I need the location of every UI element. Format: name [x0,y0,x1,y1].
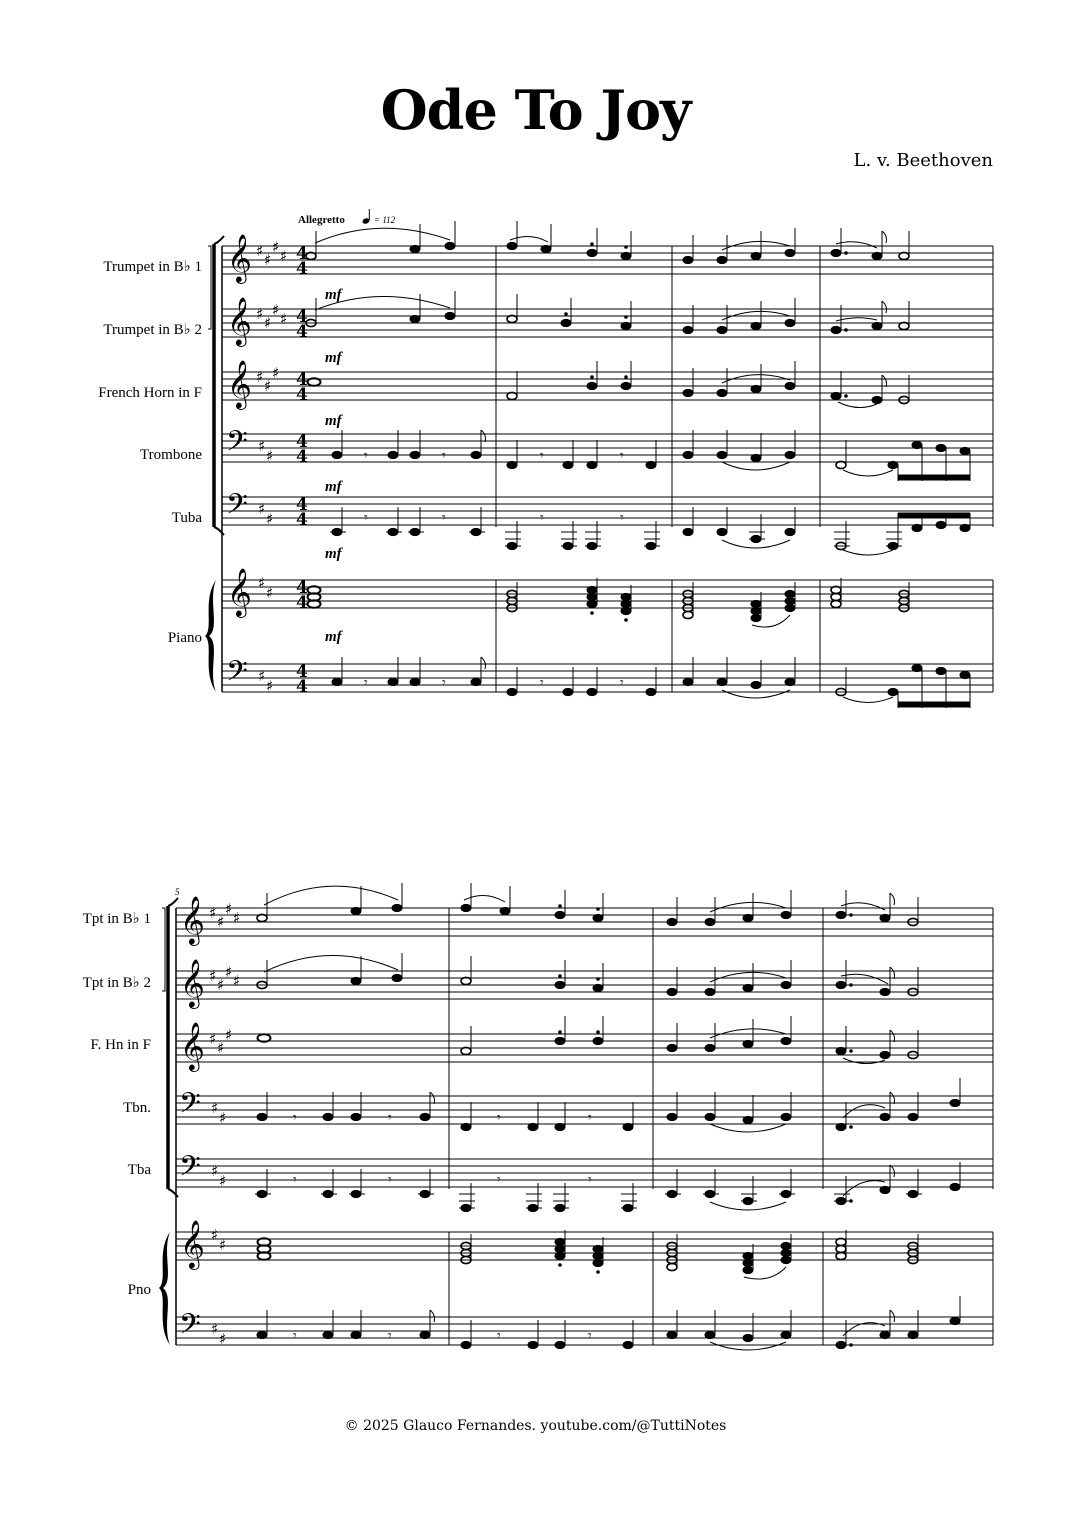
svg-text:♯: ♯ [256,368,264,386]
svg-text:𝄾: 𝄾 [442,675,446,691]
system-1 [98,209,993,708]
svg-text:𝄾: 𝄾 [588,1110,592,1126]
french-horn-notes-system-2 [258,1016,919,1064]
svg-text:𝄾: 𝄾 [293,1110,297,1126]
bass-clef-icon: 𝄢 [226,425,248,465]
bass-clef-icon: 𝄢 [179,1150,201,1190]
french-horn-notes-system-1 [308,361,910,408]
svg-text:4: 4 [296,447,308,467]
svg-text:𝄾: 𝄾 [388,1172,392,1188]
svg-text:𝄾: 𝄾 [540,510,544,526]
label-trombone-short: Tbn. [123,1100,151,1116]
svg-text:𝄾: 𝄾 [364,510,368,526]
svg-text:♯: ♯ [211,1226,219,1244]
svg-text:♯: ♯ [225,963,233,981]
svg-text:𝄾: 𝄾 [497,1110,501,1126]
svg-text:𝄾: 𝄾 [497,1328,501,1344]
key-signature-4-sharps [256,238,287,269]
label-french-horn: French Horn in F [98,385,202,401]
key-signature-2-sharps [258,574,273,602]
tempo-text: Allegretto [298,214,345,226]
label-french-horn-short: F. Hn in F [90,1037,151,1053]
svg-text:4: 4 [296,244,308,264]
label-trombone: Trombone [140,447,202,463]
svg-text:𝄾: 𝄾 [588,1328,592,1344]
dynamics-system-1 [325,287,344,645]
piano-lh-notes-system-2 [257,1296,960,1350]
copyright-footer: © 2025 Glauco Fernandes. youtube.com/@TuttiNotes [344,1418,727,1434]
trumpet-2-notes-system-2 [257,953,918,996]
key-signature-3-sharps [256,364,279,395]
svg-text:𝄾: 𝄾 [442,448,446,464]
label-tuba-short: Tba [127,1162,151,1178]
bass-clef-icon: 𝄢 [226,655,248,695]
svg-text:4: 4 [296,259,308,279]
svg-text:♯: ♯ [209,967,217,985]
piano-rh-notes-system-2 [258,1230,919,1279]
svg-text:♯: ♯ [264,314,272,332]
label-trumpet-2: Trumpet in B♭ 2 [103,322,202,338]
treble-clef-icon: 𝄞 [180,958,205,1007]
piano-brace [159,1232,170,1345]
system-2 [83,883,993,1350]
svg-text:mf: mf [325,287,342,303]
svg-text:4: 4 [296,495,308,515]
svg-text:♯: ♯ [233,909,241,927]
svg-text:♯: ♯ [219,1330,227,1348]
key-signature-4-sharps [209,963,240,994]
svg-text:𝄾: 𝄾 [442,510,446,526]
quarter-note-icon [362,209,371,225]
svg-text:♯: ♯ [264,377,272,395]
key-signature-4-sharps [209,900,240,931]
svg-text:4: 4 [296,662,308,682]
piano-brace [205,580,216,692]
label-piano: Piano [167,630,202,646]
treble-clef-icon: 𝄞 [227,233,252,282]
svg-text:♯: ♯ [217,1039,225,1057]
svg-text:4: 4 [296,307,308,327]
svg-text:♯: ♯ [217,976,225,994]
svg-text:♯: ♯ [211,1099,219,1117]
score-title: Ode To Joy [380,78,691,142]
trumpet-subbracket [208,246,211,329]
svg-text:♯: ♯ [264,251,272,269]
time-signatures [296,244,308,697]
trumpet-1-notes-system-2 [257,883,918,926]
svg-text:♯: ♯ [272,364,280,382]
staff-lines-system-2 [176,908,993,1345]
svg-text:♯: ♯ [266,510,274,528]
treble-clef-icon: 𝄞 [227,567,252,616]
treble-clef-icon: 𝄞 [180,1021,205,1070]
svg-text:𝄾: 𝄾 [293,1328,297,1344]
svg-text:𝄾: 𝄾 [364,675,368,691]
label-trumpet-2-short: Tpt in B♭ 2 [82,975,151,991]
svg-text:♯: ♯ [266,677,274,695]
svg-text:♯: ♯ [280,310,288,328]
bass-clef-icon: 𝄢 [226,488,248,528]
key-signature-3-sharps [209,1026,232,1057]
label-trumpet-1: Trumpet in B♭ 1 [103,259,202,275]
svg-text:♯: ♯ [266,584,274,602]
svg-text:♯: ♯ [209,904,217,922]
svg-text:♯: ♯ [225,900,233,918]
svg-text:4: 4 [296,578,308,598]
trumpet-2-notes-system-1 [306,291,909,334]
tempo-bpm: = 112 [374,215,396,225]
svg-text:𝄾: 𝄾 [364,448,368,464]
label-piano-short: Pno [127,1282,151,1298]
svg-text:𝄾: 𝄾 [620,510,624,526]
svg-text:𝄾: 𝄾 [588,1172,592,1188]
measure-number: 5 [175,887,180,897]
svg-text:𝄾: 𝄾 [620,448,624,464]
svg-text:4: 4 [296,370,308,390]
svg-text:♯: ♯ [258,574,266,592]
bass-clef-icon: 𝄢 [179,1087,201,1127]
trumpet-1-notes-system-1 [306,221,909,264]
svg-text:♯: ♯ [219,1236,227,1254]
treble-clef-icon: 𝄞 [180,1219,205,1268]
svg-text:♯: ♯ [217,913,225,931]
svg-text:𝄾: 𝄾 [293,1172,297,1188]
treble-clef-icon: 𝄞 [227,296,252,345]
label-trumpet-1-short: Tpt in B♭ 1 [82,911,151,927]
svg-text:♯: ♯ [266,447,274,465]
svg-text:mf: mf [325,413,342,429]
key-signature-2-sharps [211,1226,226,1254]
treble-clef-icon: 𝄞 [227,359,252,408]
svg-text:mf: mf [325,546,342,562]
svg-text:♯: ♯ [211,1320,219,1338]
svg-text:♯: ♯ [280,247,288,265]
svg-text:♯: ♯ [256,242,264,260]
svg-text:♯: ♯ [258,667,266,685]
svg-text:4: 4 [296,385,308,405]
key-signature-4-sharps [256,301,287,332]
svg-text:♯: ♯ [258,437,266,455]
svg-text:mf: mf [325,350,342,366]
svg-text:4: 4 [296,677,308,697]
svg-text:♯: ♯ [256,305,264,323]
svg-text:𝄾: 𝄾 [620,675,624,691]
trumpet-subbracket [162,908,165,991]
svg-text:𝄾: 𝄾 [388,1110,392,1126]
svg-text:𝄾: 𝄾 [497,1172,501,1188]
svg-text:𝄾: 𝄾 [388,1328,392,1344]
svg-text:♯: ♯ [258,500,266,518]
composer-credit: L. v. Beethoven [853,150,993,171]
svg-text:♯: ♯ [272,301,280,319]
svg-text:♯: ♯ [211,1162,219,1180]
svg-text:4: 4 [296,322,308,342]
svg-text:mf: mf [325,629,342,645]
piano-lh-notes-system-1 [332,657,970,708]
svg-text:♯: ♯ [219,1109,227,1127]
svg-text:♯: ♯ [225,1026,233,1044]
label-tuba: Tuba [171,510,202,526]
treble-clef-icon: 𝄞 [180,895,205,944]
tuba-notes-system-1 [330,507,970,555]
svg-text:4: 4 [296,593,308,613]
svg-text:𝄾: 𝄾 [540,675,544,691]
svg-text:4: 4 [296,432,308,452]
svg-text:♯: ♯ [233,972,241,990]
svg-text:𝄾: 𝄾 [540,448,544,464]
bass-clef-icon: 𝄢 [179,1308,201,1348]
svg-text:♯: ♯ [272,238,280,256]
svg-text:mf: mf [325,479,342,495]
piano-rh-notes-system-1 [308,578,910,627]
svg-text:♯: ♯ [219,1172,227,1190]
svg-text:♯: ♯ [209,1030,217,1048]
staff-lines-system-1 [222,246,993,692]
svg-text:4: 4 [296,510,308,530]
